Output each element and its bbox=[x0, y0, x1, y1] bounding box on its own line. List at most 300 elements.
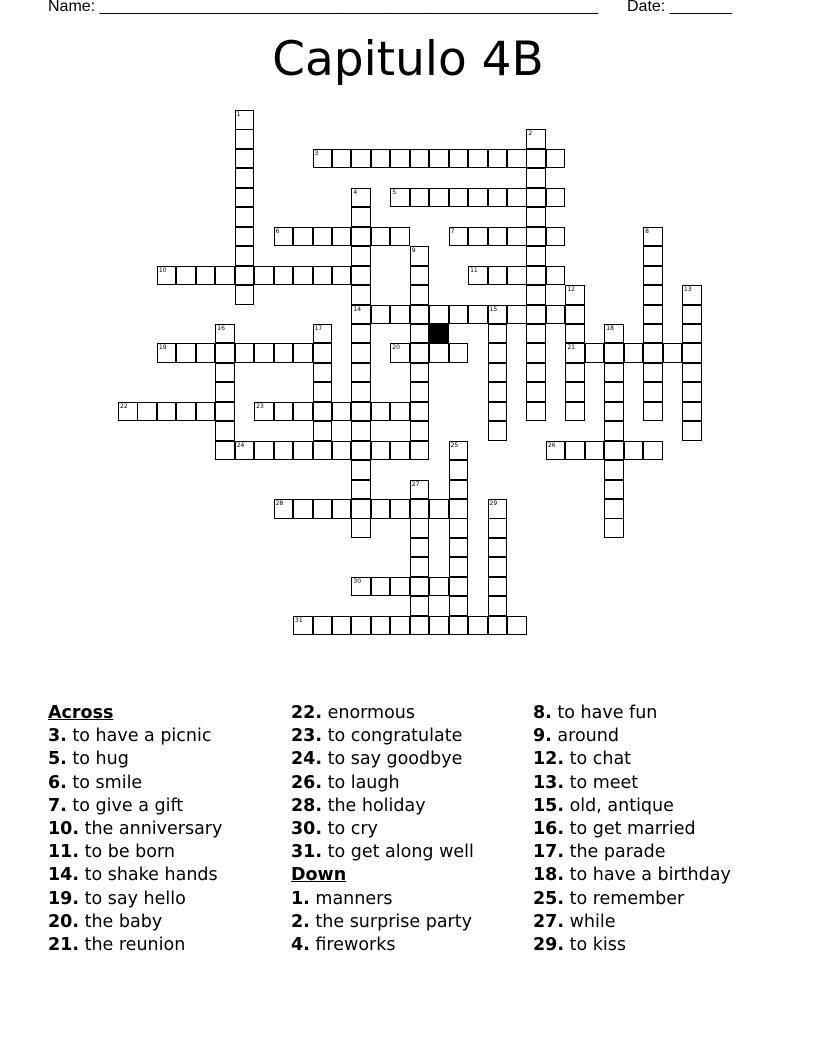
grid-cell[interactable] bbox=[351, 441, 371, 461]
grid-cell[interactable] bbox=[526, 207, 546, 227]
grid-cell[interactable] bbox=[390, 616, 410, 636]
clue-item bbox=[48, 934, 222, 957]
cell-number: 30 bbox=[353, 577, 362, 585]
grid-cell[interactable] bbox=[585, 343, 605, 363]
grid-cell[interactable] bbox=[176, 343, 196, 363]
grid-cell[interactable] bbox=[196, 266, 216, 286]
grid-cell[interactable] bbox=[235, 149, 255, 169]
grid-cell[interactable] bbox=[351, 518, 371, 538]
grid-cell[interactable] bbox=[332, 227, 352, 247]
cell-number: 16 bbox=[217, 324, 225, 332]
grid-cell[interactable] bbox=[410, 266, 430, 286]
grid-cell[interactable] bbox=[682, 285, 702, 305]
grid-cell[interactable] bbox=[313, 343, 333, 363]
grid-cell[interactable] bbox=[643, 441, 663, 461]
grid-cell[interactable] bbox=[624, 441, 644, 461]
grid-cell[interactable] bbox=[565, 441, 585, 461]
grid-cell[interactable] bbox=[682, 363, 702, 383]
grid-cell[interactable] bbox=[526, 343, 546, 363]
grid-cell[interactable] bbox=[449, 596, 469, 616]
clue-text: to chat bbox=[569, 749, 632, 770]
grid-cell[interactable] bbox=[235, 168, 255, 188]
grid-cell[interactable] bbox=[449, 227, 469, 247]
grid-cell[interactable] bbox=[565, 402, 585, 422]
grid-cell[interactable] bbox=[351, 227, 371, 247]
grid-cell[interactable] bbox=[449, 188, 469, 208]
grid-cell[interactable] bbox=[682, 421, 702, 441]
cell-number: 20 bbox=[392, 344, 400, 352]
clue-number: 23. bbox=[291, 726, 323, 747]
grid-cell[interactable] bbox=[274, 402, 294, 422]
clue-item bbox=[291, 841, 474, 864]
clue-number: 20. bbox=[48, 911, 80, 932]
grid-cell[interactable] bbox=[488, 324, 508, 344]
grid-cell[interactable] bbox=[313, 382, 333, 402]
grid-cell[interactable] bbox=[293, 227, 313, 247]
grid-cell[interactable] bbox=[682, 324, 702, 344]
grid-cell[interactable] bbox=[274, 266, 294, 286]
grid-cell[interactable] bbox=[351, 324, 371, 344]
grid-cell[interactable] bbox=[351, 343, 371, 363]
grid-cell[interactable] bbox=[449, 149, 469, 169]
grid-cell[interactable] bbox=[488, 421, 508, 441]
grid-cell[interactable] bbox=[429, 305, 449, 325]
cell-number: 4 bbox=[353, 188, 358, 196]
grid-cell[interactable] bbox=[429, 343, 449, 363]
grid-cell[interactable] bbox=[526, 324, 546, 344]
grid-cell[interactable] bbox=[468, 305, 488, 325]
grid-cell[interactable] bbox=[313, 324, 333, 344]
grid-cell[interactable] bbox=[507, 616, 527, 636]
grid-cell[interactable] bbox=[526, 168, 546, 188]
grid-cell[interactable] bbox=[235, 207, 255, 227]
grid-cell[interactable] bbox=[526, 188, 546, 208]
grid-cell[interactable] bbox=[390, 343, 410, 363]
grid-cell[interactable] bbox=[254, 441, 274, 461]
black-square bbox=[429, 324, 449, 344]
clue-number: 12. bbox=[533, 749, 565, 770]
grid-cell[interactable] bbox=[604, 518, 624, 538]
grid-cell[interactable] bbox=[449, 441, 469, 461]
clue-text: to kiss bbox=[569, 935, 626, 956]
clue-text: to be born bbox=[84, 842, 175, 863]
grid-cell[interactable] bbox=[313, 421, 333, 441]
grid-cell[interactable] bbox=[196, 402, 216, 422]
grid-cell[interactable] bbox=[351, 402, 371, 422]
clue-item bbox=[533, 795, 731, 818]
grid-cell[interactable] bbox=[682, 402, 702, 422]
cell-number: 24 bbox=[236, 441, 245, 449]
grid-cell[interactable] bbox=[157, 402, 177, 422]
grid-cell[interactable] bbox=[235, 285, 255, 305]
grid-cell[interactable] bbox=[410, 441, 430, 461]
cell-number: 18 bbox=[606, 324, 614, 332]
grid-cell[interactable] bbox=[546, 227, 566, 247]
grid-cell[interactable] bbox=[488, 518, 508, 538]
grid-cell[interactable] bbox=[351, 421, 371, 441]
grid-cell[interactable] bbox=[274, 441, 294, 461]
grid-cell[interactable] bbox=[565, 343, 585, 363]
grid-cell[interactable] bbox=[390, 149, 410, 169]
clue-item bbox=[291, 818, 474, 841]
grid-cell[interactable] bbox=[663, 343, 683, 363]
grid-cell[interactable] bbox=[410, 421, 430, 441]
grid-cell[interactable] bbox=[643, 305, 663, 325]
grid-cell[interactable] bbox=[643, 246, 663, 266]
grid-cell[interactable] bbox=[468, 266, 488, 286]
clue-text: while bbox=[569, 911, 616, 932]
cell-number: 15 bbox=[489, 305, 498, 313]
grid-cell[interactable] bbox=[215, 363, 235, 383]
grid-cell[interactable] bbox=[410, 363, 430, 383]
grid-cell[interactable] bbox=[215, 266, 235, 286]
grid-cell[interactable] bbox=[332, 499, 352, 519]
grid-cell[interactable] bbox=[526, 266, 546, 286]
grid-cell[interactable] bbox=[410, 402, 430, 422]
clue-item bbox=[48, 911, 222, 934]
grid-cell[interactable] bbox=[604, 499, 624, 519]
grid-cell[interactable] bbox=[643, 227, 663, 247]
grid-cell[interactable] bbox=[235, 266, 255, 286]
grid-cell[interactable] bbox=[604, 441, 624, 461]
grid-cell[interactable] bbox=[449, 343, 469, 363]
grid-cell[interactable] bbox=[215, 382, 235, 402]
grid-cell[interactable] bbox=[449, 616, 469, 636]
clue-text: the parade bbox=[569, 842, 666, 863]
grid-cell[interactable] bbox=[546, 441, 566, 461]
grid-cell[interactable] bbox=[351, 616, 371, 636]
grid-cell[interactable] bbox=[565, 285, 585, 305]
grid-cell[interactable] bbox=[604, 363, 624, 383]
grid-cell[interactable] bbox=[429, 577, 449, 597]
clue-item bbox=[48, 795, 222, 818]
clue-item bbox=[533, 888, 731, 911]
grid-cell[interactable] bbox=[604, 343, 624, 363]
grid-cell[interactable] bbox=[410, 499, 430, 519]
grid-cell[interactable] bbox=[332, 266, 352, 286]
grid-cell[interactable] bbox=[468, 227, 488, 247]
grid-cell[interactable] bbox=[429, 499, 449, 519]
grid-cell[interactable] bbox=[313, 441, 333, 461]
grid-cell[interactable] bbox=[546, 149, 566, 169]
cell-number: 8 bbox=[645, 227, 649, 235]
grid-cell[interactable] bbox=[682, 343, 702, 363]
cell-number: 3 bbox=[314, 149, 319, 157]
grid-cell[interactable] bbox=[488, 149, 508, 169]
grid-cell[interactable] bbox=[410, 518, 430, 538]
grid-cell[interactable] bbox=[293, 266, 313, 286]
grid-cell[interactable] bbox=[313, 266, 333, 286]
grid-cell[interactable] bbox=[313, 499, 333, 519]
clue-item bbox=[48, 818, 222, 841]
grid-cell[interactable] bbox=[410, 305, 430, 325]
grid-cell[interactable] bbox=[488, 382, 508, 402]
grid-cell[interactable] bbox=[449, 499, 469, 519]
clue-text: to hug bbox=[72, 749, 129, 770]
grid-cell[interactable] bbox=[643, 343, 663, 363]
clue-number: 25. bbox=[533, 888, 565, 909]
grid-cell[interactable] bbox=[235, 110, 255, 130]
cell-number: 6 bbox=[275, 227, 280, 235]
grid-cell[interactable] bbox=[624, 343, 644, 363]
grid-cell[interactable] bbox=[526, 149, 546, 169]
clue-item bbox=[291, 748, 474, 771]
grid-cell[interactable] bbox=[449, 518, 469, 538]
grid-cell[interactable] bbox=[488, 577, 508, 597]
grid-cell[interactable] bbox=[371, 441, 391, 461]
grid-cell[interactable] bbox=[488, 402, 508, 422]
grid-cell[interactable] bbox=[157, 266, 177, 286]
grid-cell[interactable] bbox=[468, 616, 488, 636]
clue-item bbox=[291, 702, 474, 725]
grid-cell[interactable] bbox=[293, 616, 313, 636]
grid-cell[interactable] bbox=[410, 324, 430, 344]
clue-number: 27. bbox=[533, 911, 565, 932]
grid-cell[interactable] bbox=[449, 480, 469, 500]
grid-cell[interactable] bbox=[215, 324, 235, 344]
grid-cell[interactable] bbox=[410, 382, 430, 402]
grid-cell[interactable] bbox=[390, 577, 410, 597]
grid-cell[interactable] bbox=[488, 188, 508, 208]
grid-cell[interactable] bbox=[351, 499, 371, 519]
cell-number: 31 bbox=[295, 616, 303, 624]
grid-cell[interactable] bbox=[371, 149, 391, 169]
grid-cell[interactable] bbox=[351, 207, 371, 227]
grid-cell[interactable] bbox=[313, 227, 333, 247]
grid-cell[interactable] bbox=[410, 285, 430, 305]
grid-cell[interactable] bbox=[157, 343, 177, 363]
grid-cell[interactable] bbox=[643, 402, 663, 422]
grid-cell[interactable] bbox=[604, 460, 624, 480]
clue-item bbox=[48, 725, 222, 748]
grid-cell[interactable] bbox=[332, 441, 352, 461]
grid-cell[interactable] bbox=[351, 577, 371, 597]
grid-cell[interactable] bbox=[643, 363, 663, 383]
grid-cell[interactable] bbox=[604, 480, 624, 500]
grid-cell[interactable] bbox=[449, 538, 469, 558]
grid-cell[interactable] bbox=[371, 577, 391, 597]
grid-cell[interactable] bbox=[488, 596, 508, 616]
grid-cell[interactable] bbox=[293, 441, 313, 461]
grid-cell[interactable] bbox=[215, 441, 235, 461]
grid-cell[interactable] bbox=[351, 382, 371, 402]
grid-cell[interactable] bbox=[507, 227, 527, 247]
grid-cell[interactable] bbox=[604, 324, 624, 344]
grid-cell[interactable] bbox=[390, 402, 410, 422]
grid-cell[interactable] bbox=[410, 188, 430, 208]
grid-cell[interactable] bbox=[293, 402, 313, 422]
grid-cell[interactable] bbox=[235, 227, 255, 247]
grid-cell[interactable] bbox=[293, 343, 313, 363]
grid-cell[interactable] bbox=[488, 305, 508, 325]
grid-cell[interactable] bbox=[488, 538, 508, 558]
grid-cell[interactable] bbox=[332, 616, 352, 636]
cell-number: 28 bbox=[275, 500, 284, 507]
grid-cell[interactable] bbox=[137, 402, 157, 422]
grid-cell[interactable] bbox=[410, 343, 430, 363]
grid-cell[interactable] bbox=[235, 343, 255, 363]
grid-cell[interactable] bbox=[449, 557, 469, 577]
grid-cell[interactable] bbox=[585, 441, 605, 461]
grid-cell[interactable] bbox=[643, 382, 663, 402]
clue-text: around bbox=[557, 726, 619, 747]
grid-cell[interactable] bbox=[526, 246, 546, 266]
grid-cell[interactable] bbox=[410, 596, 430, 616]
grid-cell[interactable] bbox=[254, 343, 274, 363]
grid-cell[interactable] bbox=[682, 305, 702, 325]
grid-cell[interactable] bbox=[371, 402, 391, 422]
clue-number: 7. bbox=[48, 795, 67, 816]
grid-cell[interactable] bbox=[390, 441, 410, 461]
grid-cell[interactable] bbox=[332, 402, 352, 422]
grid-cell[interactable] bbox=[196, 343, 216, 363]
grid-cell[interactable] bbox=[507, 149, 527, 169]
grid-cell[interactable] bbox=[313, 616, 333, 636]
cell-number: 13 bbox=[684, 286, 692, 294]
grid-cell[interactable] bbox=[235, 246, 255, 266]
grid-cell[interactable] bbox=[449, 577, 469, 597]
grid-cell[interactable] bbox=[488, 363, 508, 383]
clue-item bbox=[291, 888, 474, 911]
grid-cell[interactable] bbox=[526, 363, 546, 383]
clue-number: 30. bbox=[291, 819, 323, 840]
clue-text: the surprise party bbox=[315, 911, 472, 932]
grid-cell[interactable] bbox=[351, 149, 371, 169]
grid-cell[interactable] bbox=[118, 402, 138, 422]
grid-cell[interactable] bbox=[176, 402, 196, 422]
grid-cell[interactable] bbox=[371, 305, 391, 325]
clue-text: fireworks bbox=[315, 935, 396, 956]
grid-cell[interactable] bbox=[488, 616, 508, 636]
grid-cell[interactable] bbox=[371, 616, 391, 636]
grid-cell[interactable] bbox=[604, 421, 624, 441]
clue-number: 17. bbox=[533, 842, 565, 863]
grid-cell[interactable] bbox=[313, 149, 333, 169]
clue-column-3 bbox=[533, 702, 731, 957]
grid-cell[interactable] bbox=[390, 188, 410, 208]
grid-cell[interactable] bbox=[507, 305, 527, 325]
grid-cell[interactable] bbox=[235, 188, 255, 208]
grid-cell[interactable] bbox=[507, 188, 527, 208]
grid-cell[interactable] bbox=[682, 382, 702, 402]
grid-cell[interactable] bbox=[410, 557, 430, 577]
grid-cell[interactable] bbox=[507, 266, 527, 286]
cell-number: 5 bbox=[392, 188, 397, 196]
grid-cell[interactable] bbox=[351, 285, 371, 305]
grid-cell[interactable] bbox=[215, 421, 235, 441]
grid-cell[interactable] bbox=[565, 382, 585, 402]
grid-cell[interactable] bbox=[488, 557, 508, 577]
date-field-label: Date: _______ bbox=[627, 0, 732, 15]
grid-cell[interactable] bbox=[410, 246, 430, 266]
grid-cell[interactable] bbox=[488, 343, 508, 363]
grid-cell[interactable] bbox=[468, 149, 488, 169]
clue-number: 15. bbox=[533, 795, 565, 816]
grid-cell[interactable] bbox=[565, 363, 585, 383]
grid-cell[interactable] bbox=[351, 460, 371, 480]
grid-cell[interactable] bbox=[604, 382, 624, 402]
grid-cell[interactable] bbox=[313, 402, 333, 422]
grid-cell[interactable] bbox=[604, 402, 624, 422]
grid-cell[interactable] bbox=[351, 305, 371, 325]
grid-cell[interactable] bbox=[643, 324, 663, 344]
grid-cell[interactable] bbox=[313, 363, 333, 383]
grid-cell[interactable] bbox=[429, 616, 449, 636]
grid-cell[interactable] bbox=[410, 149, 430, 169]
cell-number: 10 bbox=[158, 266, 167, 274]
grid-cell[interactable] bbox=[429, 188, 449, 208]
grid-cell[interactable] bbox=[390, 499, 410, 519]
cell-number: 7 bbox=[450, 227, 455, 235]
grid-cell[interactable] bbox=[274, 343, 294, 363]
grid-cell[interactable] bbox=[546, 188, 566, 208]
grid-cell[interactable] bbox=[351, 188, 371, 208]
clue-item bbox=[533, 934, 731, 957]
grid-cell[interactable] bbox=[410, 480, 430, 500]
grid-cell[interactable] bbox=[351, 363, 371, 383]
grid-cell[interactable] bbox=[546, 266, 566, 286]
grid-cell[interactable] bbox=[254, 266, 274, 286]
grid-cell[interactable] bbox=[235, 129, 255, 149]
grid-cell[interactable] bbox=[526, 129, 546, 149]
grid-cell[interactable] bbox=[526, 227, 546, 247]
grid-cell[interactable] bbox=[274, 227, 294, 247]
grid-cell[interactable] bbox=[215, 343, 235, 363]
grid-cell[interactable] bbox=[488, 499, 508, 519]
grid-cell[interactable] bbox=[351, 266, 371, 286]
grid-cell[interactable] bbox=[235, 441, 255, 461]
grid-cell[interactable] bbox=[215, 402, 235, 422]
grid-cell[interactable] bbox=[526, 382, 546, 402]
grid-cell[interactable] bbox=[429, 149, 449, 169]
clue-item bbox=[48, 772, 222, 795]
grid-cell[interactable] bbox=[526, 305, 546, 325]
cell-number: 1 bbox=[236, 111, 241, 118]
grid-cell[interactable] bbox=[546, 305, 566, 325]
grid-cell[interactable] bbox=[351, 246, 371, 266]
grid-cell[interactable] bbox=[643, 266, 663, 286]
clue-item bbox=[533, 841, 731, 864]
grid-cell[interactable] bbox=[176, 266, 196, 286]
grid-cell[interactable] bbox=[468, 188, 488, 208]
clue-text: manners bbox=[315, 888, 393, 909]
grid-cell[interactable] bbox=[449, 460, 469, 480]
clue-number: 26. bbox=[291, 772, 323, 793]
grid-cell[interactable] bbox=[488, 266, 508, 286]
grid-cell[interactable] bbox=[565, 324, 585, 344]
grid-cell[interactable] bbox=[526, 285, 546, 305]
grid-cell[interactable] bbox=[410, 577, 430, 597]
clue-number: 19. bbox=[48, 888, 80, 909]
down-heading: Down bbox=[291, 865, 347, 886]
grid-cell[interactable] bbox=[254, 402, 274, 422]
grid-cell[interactable] bbox=[488, 227, 508, 247]
grid-cell[interactable] bbox=[526, 402, 546, 422]
grid-cell[interactable] bbox=[449, 305, 469, 325]
grid-cell[interactable] bbox=[274, 499, 294, 519]
grid-cell[interactable] bbox=[390, 305, 410, 325]
grid-cell[interactable] bbox=[351, 480, 371, 500]
grid-cell[interactable] bbox=[371, 227, 391, 247]
grid-cell[interactable] bbox=[565, 305, 585, 325]
grid-cell[interactable] bbox=[410, 538, 430, 558]
grid-cell[interactable] bbox=[390, 227, 410, 247]
grid-cell[interactable] bbox=[643, 285, 663, 305]
grid-cell[interactable] bbox=[332, 149, 352, 169]
grid-cell[interactable] bbox=[371, 499, 391, 519]
grid-cell[interactable] bbox=[410, 616, 430, 636]
grid-cell[interactable] bbox=[293, 499, 313, 519]
